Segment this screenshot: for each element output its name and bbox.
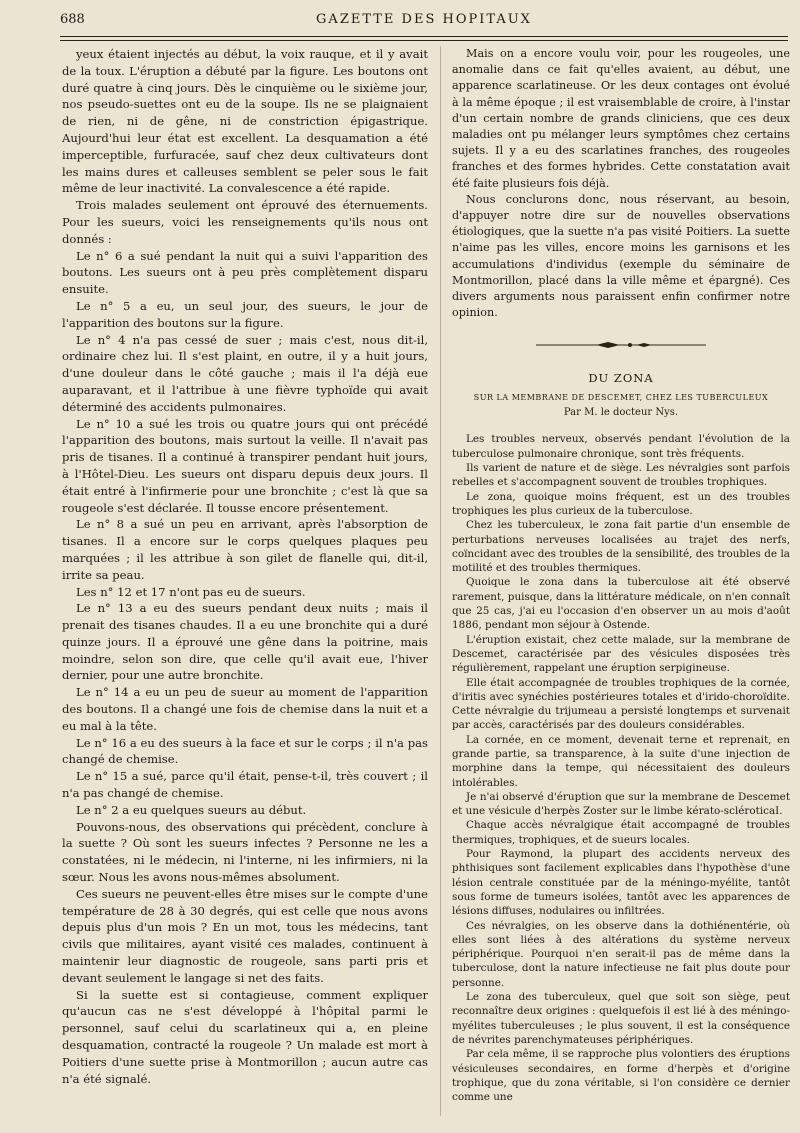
paragraph: Elle était accompagnée de troubles trophiques de la cornée, d'iritis avec synéchies postérieures totales et d'irido-choroïdite. Cette névralgie du trijumeau a persisté longtemps et survenait par accès, caractérisés par des douleurs considérables. <box>452 676 790 732</box>
paragraph: Le n° 16 a eu des sueurs à la face et sur le corps ; il n'a pas changé de chemise. <box>62 735 428 767</box>
article-author: Par M. le docteur Nys. <box>563 407 679 419</box>
page-header <box>60 12 788 34</box>
paragraph: Si la suette est si contagieuse, comment expliquer qu'aucun cas ne s'est développé à l'hôpital parmi le personnel, sauf celui du scarlatineux qui a, en pleine desquamation, contracté la rougeole ? Un malade est mort à Poitiers d'une suette prise à Montmorillon ; aucun autre cas n'a été signalé. <box>62 987 428 1086</box>
section-divider-ornament <box>536 341 706 349</box>
header-rule-thin <box>60 40 788 41</box>
left-column <box>62 46 428 1126</box>
paragraph: Les n° 12 et 17 n'ont pas eu de sueurs. <box>76 584 306 599</box>
paragraph: Le n° 2 a eu quelques sueurs au début. <box>76 802 307 817</box>
paragraph: Ces névralgies, on les observe dans la dothiénentérie, où elles sont liées à des altérations du système nerveux périphérique. Pourquoi n'en serait-il pas de même dans la tuberculose, dont la nature infectieuse ne fait plus doute pour personne. <box>452 919 790 989</box>
paragraph: Le n° 14 a eu un peu de sueur au moment de l'apparition des boutons. Il a changé une fois de chemise dans la nuit et a eu mal à la tête. <box>62 685 428 733</box>
right-column <box>452 46 790 1126</box>
paragraph: Chaque accès névralgique était accompagné de troubles thermiques, trophiques, et de sueurs locales. <box>452 819 790 846</box>
paragraph: L'éruption existait, chez cette malade, sur la membrane de Descemet, caractérisée par des vésicules disposées très régulièrement, rappelant une éruption serpigineuse. <box>452 633 790 675</box>
continued-text <box>452 46 790 321</box>
article-title: DU ZONA <box>588 371 654 386</box>
paragraph: Le n° 8 a sué un peu en arrivant, après l'absorption de tisanes. Il a encore sur le corps quelques plaques peu marquées ; il les attribue à son gilet de flanelle qui, dit-il, irrite sa peau. <box>62 517 428 582</box>
paragraph: Ces sueurs ne peuvent-elles être mises sur le compte d'une température de 28 à 30 degrés, qui est celle que nous avons depuis plus d'un mois ? En un mot, tous les médecins, tant civils que militaires, ayant visité ces malades, continuent à maintenir leur diagnostic de rougeole, sans parti pris et devant seulement le langage si net des faits. <box>62 886 428 985</box>
paragraph: Le n° 6 a sué pendant la nuit qui a suivi l'apparition des boutons. Les sueurs ont à peu près complètement disparu ensuite. <box>62 248 428 297</box>
paragraph: Le n° 4 n'a pas cessé de suer ; mais c'est, nous dit-il, ordinaire chez lui. Il s'est plaint, en outre, il y a huit jours, d'une douleur dans le côté gauche ; mais il l'a déjà eue auparavant, et il l'attribue à une fièvre typhoïde qui avait déterminé des accidents pulmonaires. <box>62 332 428 414</box>
paragraph: Le zona, quoique moins fréquent, est un des troubles trophiques les plus curieux de la tuberculose. <box>452 490 790 517</box>
paragraph: Trois malades seulement ont éprouvé des éternuements. Pour les sueurs, voici les renseignements qu'ils nous ont donnés : <box>62 198 428 246</box>
page-number: 688 <box>60 12 85 27</box>
paragraph: Pouvons-nous, des observations qui précèdent, conclure à la suette ? Où sont les sueurs infectes ? Personne ne les a constatées, ni le médecin, ni l'interne, ni les infirmiers, ni la sœur. Nous les avons nous-mêmes absolument. <box>62 819 428 885</box>
paragraph: Le n° 5 a eu, un seul jour, des sueurs, le jour de l'apparition des boutons sur la figure. <box>62 298 428 330</box>
article-subtitle: SUR LA MEMBRANE DE DESCEMET, CHEZ LES TUBERCULEUX <box>473 393 769 403</box>
paragraph: Nous conclurons donc, nous réservant, au besoin, d'appuyer notre dire sur de nouvelles observations étiologiques, que la suette n'a pas visité Poitiers. La suette n'aime pas les villes, encore moins les garnisons et les accumulations d'individus (exemple du séminaire de Montmorillon, placé dans la ville même et épargné). Ces divers arguments nous paraissent enfin confirmer notre opinion. <box>452 192 790 320</box>
article-body <box>452 432 790 1104</box>
paragraph: Le n° 15 a sué, parce qu'il était, pense-t-il, très couvert ; il n'a pas changé de chemise. <box>62 769 428 801</box>
paragraph: yeux étaient injectés au début, la voix rauque, et il y avait de la toux. L'éruption a débuté par la figure. Les boutons ont duré quatre à cinq jours. Dès le cinquième ou le sixième jour, nos pseudo-suettes ont eu de la soupe. Ils ne se plaignaient de rien, ni de gêne, ni de constriction épigastrique. Aujourd'hui leur état est excellent. La desquamation a été imperceptible, furfuracée, sauf chez deux cultivateurs dont les mains dures et calleuses semblent se peler sous le fait même de leur inactivité. La convalescence a été rapide. <box>62 47 428 196</box>
paragraph: Chez les tuberculeux, le zona fait partie d'un ensemble de perturbations nerveuses localisées au trajet des nerfs, coïncidant avec des troubles de la sensibilité, des troubles de la motilité et des troubles thermiques. <box>452 519 790 575</box>
paragraph: Le n° 13 a eu des sueurs pendant deux nuits ; mais il prenait des tisanes chaudes. Il a eu une bronchite qui a duré quinze jours. Il a éprouvé une gêne dans la poitrine, mais moindre, selon son dire, que celle qu'il avait eue, l'hiver dernier, pour une autre bronchite. <box>62 601 428 683</box>
paragraph: Je n'ai observé d'éruption que sur la membrane de Descemet et une vésicule d'herpès Zoster sur le limbe kérato-scléroticaI. <box>452 790 790 818</box>
paragraph: Mais on a encore voulu voir, pour les rougeoles, une anomalie dans ce fait qu'elles avaient, au début, une apparence scarlatineuse. Or les deux contages ont évolué à la même époque ; il est vraisemblable de croire, à l'instar d'un certain nombre de grands cliniciens, que ces deux maladies ont pu mélanger leurs symptômes chez certains sujets. Il y a eu des scarlatines franches, des rougeoles franches et des formes hybrides. Cette constatation avait été faite plusieurs fois déjà. <box>452 47 790 190</box>
column-divider <box>440 46 441 1116</box>
paragraph: La cornée, en ce moment, devenait terne et reprenait, en grande partie, sa transparence, à la suite d'une injection de morphine dans la tempe, qui nécessitaient des douleurs intolérables. <box>452 733 790 789</box>
paragraph: Le zona des tuberculeux, quel que soit son siège, peut reconnaître deux origines : quelquefois il est lié à des méningo-myélites tuberculeuses ; le plus souvent, il est la conséquence de névrites parenchymateuses périphériques. <box>452 991 790 1046</box>
paragraph: Ils varient de nature et de siège. Les névralgies sont parfois rebelles et s'accompagnent souvent de troubles trophiques. <box>452 462 790 489</box>
journal-title: GAZETTE DES HOPITAUX <box>316 12 532 27</box>
paragraph: Quoique le zona dans la tuberculose ait été observé rarement, puisque, dans la littérature médicale, on n'en connaît que 25 cas, j'ai eu l'occasion d'en observer un au mois d'août 1886, pendant mon séjour à Ostende. <box>452 576 790 632</box>
paragraph: Pour Raymond, la plupart des accidents nerveux des phthisiques sont facilement explicables dans l'hypothèse d'une lésion centrale constituée par de la méningo-myélite, tantôt sous forme de tumeurs isolées, tantôt avec les apparences de lésions diffuses, nodulaires ou infiltrées. <box>452 848 790 918</box>
header-rule <box>60 36 788 37</box>
paragraph: Le n° 10 a sué les trois ou quatre jours qui ont précédé l'apparition des boutons, mais surtout la veille. Il n'avait pas pris de tisanes. Il a continué à transpirer pendant huit jours, à l'Hôtel-Dieu. Les sueurs ont disparu depuis deux jours. Il était entré à l'infirmerie pour une bronchite ; c'est là que sa rougeole s'est déclarée. Il tousse encore présentement. <box>62 416 428 515</box>
paragraph: Par cela même, il se rapproche plus volontiers des éruptions vésiculeuses secondaires, en forme d'herpès et d'origine trophique, que du zona véritable, si l'on considère ce dernier comme une <box>452 1048 790 1104</box>
paragraph: Les troubles nerveux, observés pendant l'évolution de la tuberculose pulmonaire chronique, sont très fréquents. <box>452 433 790 460</box>
